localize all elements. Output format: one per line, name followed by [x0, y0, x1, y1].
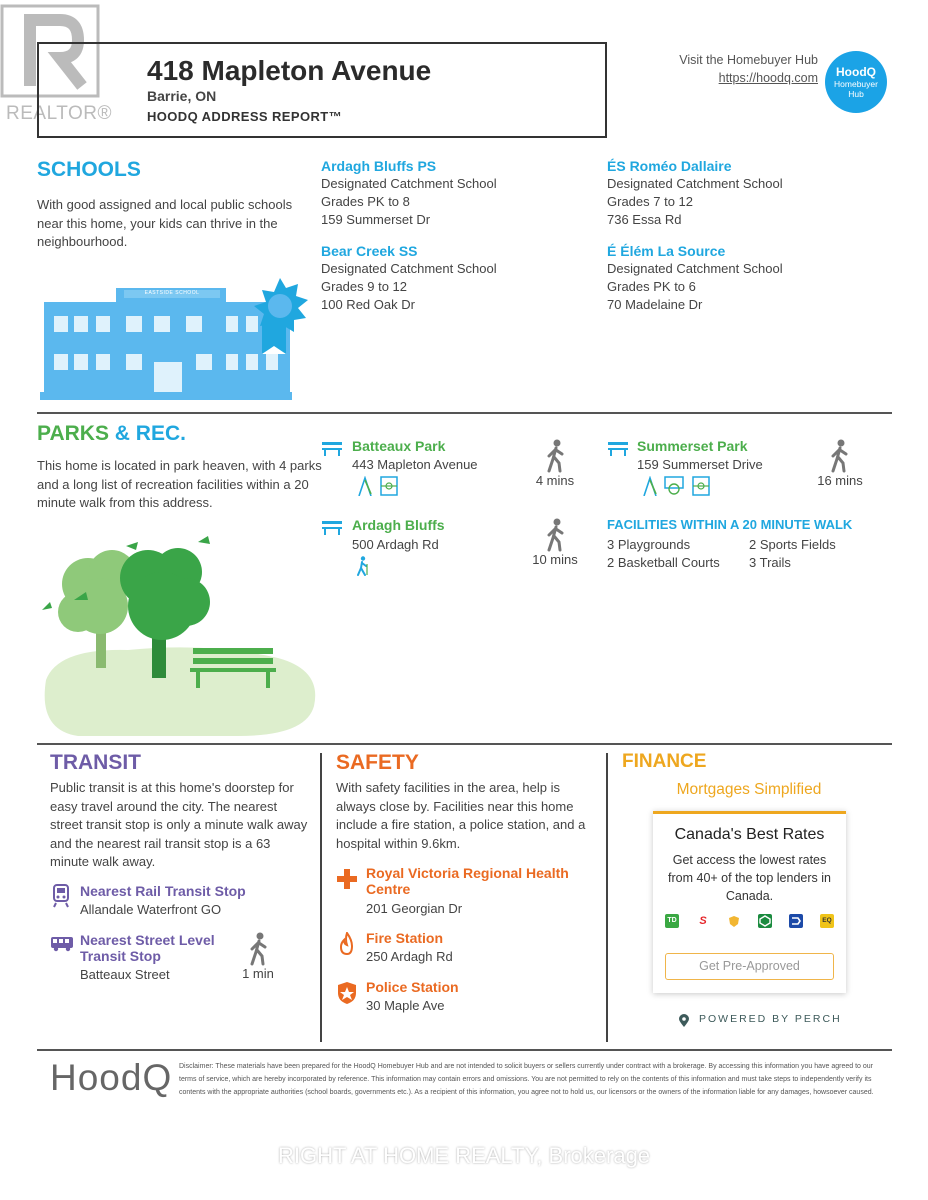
school-item — [607, 158, 783, 229]
street-transit-title-line1[interactable]: Nearest Street Level — [80, 932, 215, 948]
hospital-address: 201 Georgian Dr — [366, 901, 463, 916]
rates-card-text: Get access the lowest rates from 40+ of the top lenders in Canada. — [668, 853, 831, 903]
mortgages-subtitle: Mortgages Simplified — [676, 781, 822, 798]
park-name[interactable]: Ardagh Bluffs — [352, 517, 445, 533]
bus-icon — [50, 936, 74, 957]
school-grades: Grades 9 to 12 — [321, 279, 407, 294]
school-name[interactable]: ÉS Roméo Dallaire — [607, 158, 732, 174]
park-address: 159 Summerset Drive — [637, 457, 763, 472]
trail-hiker-icon — [355, 556, 369, 581]
hospital-name-line2[interactable]: Centre — [366, 881, 411, 897]
walking-person-icon — [545, 518, 567, 552]
building-sign: EASTSIDE SCHOOL — [144, 290, 200, 296]
bank-logo-label: TD — [667, 917, 677, 924]
badge-line3: Hub — [848, 89, 864, 99]
school-item — [321, 243, 497, 314]
school-address: 70 Madelaine Dr — [607, 297, 703, 312]
school-grades: Grades PK to 8 — [321, 194, 410, 209]
school-grades: Grades PK to 6 — [607, 279, 696, 294]
bench-icon — [321, 440, 343, 461]
parks-heading — [37, 422, 186, 446]
hoodq-hub-badge[interactable] — [825, 51, 887, 113]
school-item — [321, 158, 497, 229]
school-type: Designated Catchment School — [607, 176, 783, 191]
td-bank-logo — [665, 914, 679, 928]
parks-description: This home is located in park heaven, with 4 parks and a long list of recreation facilities within a 20 minute walk from this address. — [37, 458, 322, 510]
fire-icon — [338, 932, 356, 961]
police-station-address: 30 Maple Ave — [366, 998, 445, 1013]
report-label: HOODQ ADDRESS REPORT™ — [147, 109, 342, 124]
finance-heading: FINANCE — [622, 751, 707, 772]
walking-person-icon — [545, 439, 567, 473]
hospital-name-line1[interactable]: Royal Victoria Regional Health — [366, 865, 569, 881]
school-type: Designated Catchment School — [607, 261, 783, 276]
sports-field-icon — [380, 476, 398, 501]
school-address: 736 Essa Rd — [607, 212, 682, 227]
facility-item: 2 Sports Fields — [749, 537, 836, 552]
rail-transit-title[interactable]: Nearest Rail Transit Stop — [80, 883, 246, 899]
walk-time: 4 mins — [535, 473, 575, 488]
fire-station-title[interactable]: Fire Station — [366, 930, 444, 946]
park-address: 443 Mapleton Avenue — [352, 457, 478, 472]
disclaimer-text: Disclaimer: These materials have been prepared for the HoodQ Homebuyer Hub and are not intended to solicit buyers or sellers currently under contract with a brokerage. By accessing this information you have agreed to our terms of service, which are hereby incorporated by reference. This information may contain errors and omissions. You are not permitted to rely on the contents of this information and must take steps to independently verify its contents with the appropriate authorities (school boards, governments etc.). As a recipient of this information, you agree not to hold us, our licensors or the owners of the information liable for any damages, howsoever caused. — [179, 1063, 874, 1096]
eq-bank-logo — [820, 914, 834, 928]
hospital-cross-icon — [336, 868, 358, 895]
park-illustration — [38, 530, 322, 740]
police-badge-icon — [337, 981, 357, 1010]
badge-line1: HoodQ — [836, 65, 876, 79]
realtor-logo-text: REALTOR® — [6, 103, 112, 124]
column-divider — [606, 753, 608, 1042]
facility-item: 2 Basketball Courts — [607, 555, 720, 570]
sports-field-icon — [692, 476, 710, 501]
footer-divider — [37, 1049, 892, 1051]
address-city: Barrie, ON — [147, 88, 217, 104]
schools-heading: SCHOOLS — [37, 158, 141, 181]
walking-person-icon — [829, 439, 851, 473]
park-name[interactable]: Summerset Park — [637, 438, 748, 454]
safety-heading: SAFETY — [336, 751, 419, 774]
playground-icon — [641, 476, 659, 501]
street-transit-name: Batteaux Street — [80, 967, 170, 982]
rates-card-title: Canada's Best Rates — [674, 826, 825, 843]
school-type: Designated Catchment School — [321, 261, 497, 276]
train-icon — [52, 884, 70, 913]
school-name[interactable]: É Élém La Source — [607, 243, 726, 259]
parks-heading-part2: & REC. — [114, 422, 186, 445]
facilities-heading: FACILITIES WITHIN A 20 MINUTE WALK — [607, 517, 853, 532]
hub-link[interactable]: https://hoodq.com — [718, 71, 818, 85]
school-name[interactable]: Ardagh Bluffs PS — [321, 158, 437, 174]
bench-icon — [607, 440, 629, 461]
school-building-illustration — [40, 276, 312, 406]
hoodq-logo: HoodQ — [50, 1057, 173, 1098]
basketball-icon — [664, 476, 684, 501]
column-divider — [320, 753, 322, 1042]
walk-time: 10 mins — [532, 552, 578, 567]
safety-description: With safety facilities in the area, help is always close by. Facilities near this home include a fire station, a police station, and a hospital within 9.6km. — [336, 780, 586, 851]
section-divider — [37, 412, 892, 414]
park-address: 500 Ardagh Rd — [352, 537, 439, 552]
transit-description: Public transit is at this home's doorstep for easy travel around the city. The nearest street transit stop is only a minute walk away and the nearest rail transit stop is a 63 minute walk away. — [50, 780, 308, 869]
powered-by-perch: POWERED BY PERCH — [699, 1013, 842, 1025]
section-divider — [37, 743, 892, 745]
playground-icon — [356, 476, 374, 501]
school-item — [607, 243, 783, 314]
facility-item: 3 Playgrounds — [607, 537, 691, 552]
parks-heading-part1: PARKS — [37, 422, 109, 445]
desjardins-logo — [758, 914, 772, 928]
walk-time: 16 mins — [817, 473, 863, 488]
rail-transit-name: Allandale Waterfront GO — [80, 902, 222, 917]
fire-station-address: 250 Ardagh Rd — [366, 949, 453, 964]
facility-item: 3 Trails — [749, 555, 791, 570]
park-name[interactable]: Batteaux Park — [352, 438, 446, 454]
location-pin-icon — [678, 1014, 690, 1033]
walk-time: 1 min — [242, 966, 274, 981]
badge-line2: Homebuyer — [834, 79, 878, 89]
get-pre-approved-button[interactable]: Get Pre-Approved — [665, 953, 834, 980]
brokerage-watermark: RIGHT AT HOME REALTY, Brokerage — [277, 1143, 651, 1168]
scotiabank-logo — [696, 914, 710, 928]
school-grades: Grades 7 to 12 — [607, 194, 693, 209]
school-name[interactable]: Bear Creek SS — [321, 243, 418, 259]
walking-person-icon — [248, 932, 270, 966]
transit-heading: TRANSIT — [50, 751, 141, 774]
mcap-logo — [789, 914, 803, 928]
school-address: 100 Red Oak Dr — [321, 297, 415, 312]
bank-logo-label: S — [699, 915, 707, 927]
street-transit-title-line2[interactable]: Transit Stop — [80, 948, 161, 964]
school-type: Designated Catchment School — [321, 176, 497, 191]
police-station-title[interactable]: Police Station — [366, 979, 459, 995]
schools-description: With good assigned and local public schools near this home, your kids can thrive in the neighbourhood. — [37, 197, 293, 249]
hub-text: Visit the Homebuyer Hub — [679, 53, 818, 67]
bench-icon — [321, 519, 343, 540]
school-address: 159 Summerset Dr — [321, 212, 431, 227]
address-title: 418 Mapleton Avenue — [147, 55, 432, 86]
bank-logo-label: EQ — [822, 917, 832, 924]
bmo-logo — [727, 914, 741, 928]
